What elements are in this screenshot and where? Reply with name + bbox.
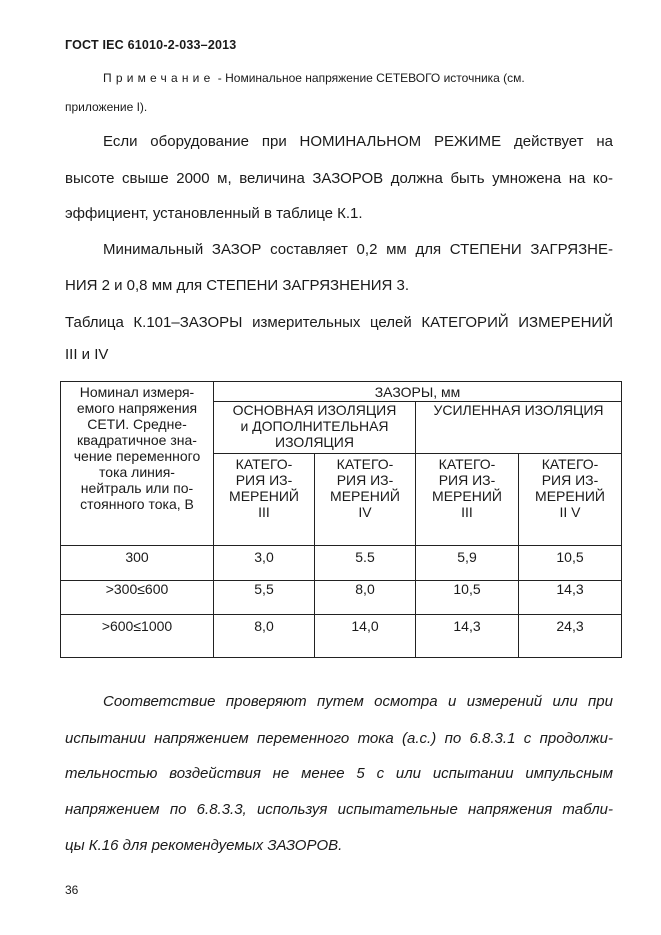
- table-caption-line1-text: Таблица К.101–ЗАЗОРЫ измерительных целей КАТЕГОРИЙ ИЗМЕРЕНИЙ: [65, 314, 613, 331]
- table-row: [61, 615, 622, 658]
- table-cell: 14,3: [519, 581, 622, 615]
- paragraph1-line1-text: Если оборудование при НОМИНАЛЬНОМ РЕЖИМЕ действует на: [103, 133, 613, 150]
- table-caption-line2: III и IV: [65, 346, 109, 363]
- table-cell: >300≤600: [61, 581, 214, 615]
- note-text: - Номинальное напряжение СЕТЕВОГО источника (см.: [214, 71, 525, 85]
- clearances-table: [60, 381, 622, 658]
- compliance-line4-text: напряжением по 6.8.3.3, используя испытательные напряжения табли-: [65, 801, 613, 818]
- table-row: [61, 581, 622, 615]
- compliance-line2: [65, 730, 613, 747]
- table-cell: 10,5: [416, 581, 519, 615]
- table-cell: 24,3: [519, 615, 622, 658]
- note-line-1: [103, 71, 525, 85]
- compliance-line4: [65, 801, 613, 818]
- compliance-line5: цы К.16 для рекомендуемых ЗАЗОРОВ.: [65, 837, 343, 854]
- category-header-3: КАТЕГО- РИЯ ИЗ- МЕРЕНИЙ III: [416, 454, 519, 546]
- compliance-line3: [65, 765, 613, 782]
- paragraph1-line2-text: высоте свыше 2000 м, величина ЗАЗОРОВ должна быть умножена на ко-: [65, 170, 613, 187]
- table-cell: 5,5: [214, 581, 315, 615]
- clearances-group-header: ЗАЗОРЫ, мм: [214, 382, 622, 402]
- table-cell: 8,0: [214, 615, 315, 658]
- compliance-line1-text: Соответствие проверяют путем осмотра и измерений или при: [103, 693, 613, 710]
- table-cell: >600≤1000: [61, 615, 214, 658]
- table-cell: 14,3: [416, 615, 519, 658]
- table-row: [61, 546, 622, 581]
- table-cell: 8,0: [315, 581, 416, 615]
- reinforced-insulation-header: УСИЛЕННАЯ ИЗОЛЯЦИЯ: [416, 402, 622, 454]
- document-header: ГОСТ IEC 61010-2-033–2013: [65, 38, 237, 52]
- voltage-column-header: Номинал измеря- емого напряжения СЕТИ. Средне- квадратичное зна- чение переменного тока линия- нейтраль или по- стоянного тока, В: [61, 382, 214, 546]
- page-number: 36: [65, 883, 79, 897]
- note-label: Примечание: [103, 71, 215, 85]
- table-cell: 300: [61, 546, 214, 581]
- compliance-line1: [103, 693, 613, 710]
- compliance-line2-text: испытании напряжением переменного тока (а.с.) по 6.8.3.1 с продолжи-: [65, 730, 613, 747]
- paragraph2-line1-text: Минимальный ЗАЗОР составляет 0,2 мм для СТЕПЕНИ ЗАГРЯЗНЕ-: [103, 241, 613, 258]
- table-cell: 10,5: [519, 546, 622, 581]
- paragraph2-line1: [103, 241, 613, 258]
- category-header-2: КАТЕГО- РИЯ ИЗ- МЕРЕНИЙ IV: [315, 454, 416, 546]
- note-line-2: приложение I).: [65, 100, 148, 114]
- compliance-line3-text: тельностью воздействия не менее 5 с или испытании импульсным: [65, 765, 613, 782]
- table-cell: 5,9: [416, 546, 519, 581]
- paragraph1-line3: эффициент, установленный в таблице К.1.: [65, 205, 363, 222]
- category-header-1: КАТЕГО- РИЯ ИЗ- МЕРЕНИЙ III: [214, 454, 315, 546]
- basic-insulation-header: ОСНОВНАЯ ИЗОЛЯЦИЯ и ДОПОЛНИТЕЛЬНАЯ ИЗОЛЯЦИЯ: [214, 402, 416, 454]
- table-cell: 5.5: [315, 546, 416, 581]
- paragraph2-line2: НИЯ 2 и 0,8 мм для СТЕПЕНИ ЗАГРЯЗНЕНИЯ 3.: [65, 277, 410, 294]
- table-cell: 3,0: [214, 546, 315, 581]
- paragraph1-line1: [103, 133, 613, 150]
- table-caption-line1: [65, 314, 613, 331]
- paragraph1-line2: [65, 170, 613, 187]
- table-cell: 14,0: [315, 615, 416, 658]
- category-header-4: КАТЕГО- РИЯ ИЗ- МЕРЕНИЙ II V: [519, 454, 622, 546]
